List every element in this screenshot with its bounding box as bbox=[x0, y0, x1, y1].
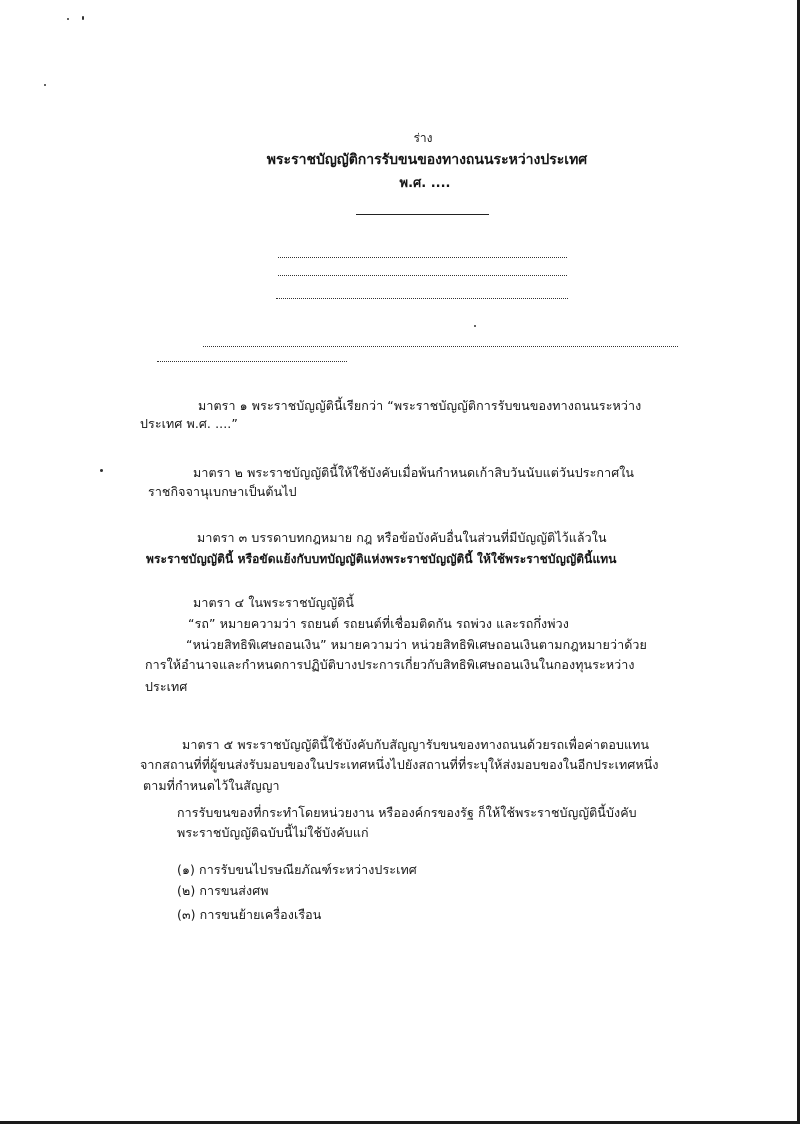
exemption-item-1: (๑) การรับขนไปรษณียภัณฑ์ระหว่างประเทศ bbox=[177, 862, 417, 877]
definition-sdr-line-3: ประเทศ bbox=[145, 679, 188, 694]
scan-speck bbox=[82, 16, 84, 20]
section-5-line-3: ตามที่กำหนดไว้ในสัญญา bbox=[143, 778, 280, 793]
section-5-line-2: จากสถานที่ที่ผู้ขนส่งรับมอบของในประเทศหนึ่งไปยังสถานที่ที่ระบุให้ส่งมอบของในอีกประเทศหนึ่ง bbox=[140, 757, 659, 772]
title-underline bbox=[356, 214, 489, 215]
exemption-item-2: (๒) การขนส่งศพ bbox=[177, 883, 269, 898]
scan-speck bbox=[474, 325, 476, 327]
scan-speck bbox=[100, 469, 103, 472]
definition-sdr-line-1: “หน่วยสิทธิพิเศษถอนเงิน” หมายความว่า หน่วยสิทธิพิเศษถอนเงินตามกฎหมายว่าด้วย bbox=[186, 637, 647, 652]
definition-sdr-line-2: การให้อำนาจและกำหนดการปฏิบัติบางประการเกี่ยวกับสิทธิพิเศษถอนเงินในกองทุนระหว่าง bbox=[145, 657, 635, 672]
scan-speck bbox=[44, 84, 46, 86]
preamble-blank-line bbox=[157, 361, 347, 362]
scan-speck bbox=[67, 18, 69, 20]
section-5-line-1: มาตรา ๕ พระราชบัญญัตินี้ใช้บังคับกับสัญญารับขนของทางถนนด้วยรถเพื่อค่าตอบแทน bbox=[182, 737, 650, 752]
section-3-line-2: พระราชบัญญัตินี้ หรือขัดแย้งกับบทบัญญัติแห่งพระราชบัญญัตินี้ ให้ใช้พระราชบัญญัตินี้แทน bbox=[146, 552, 617, 566]
definition-vehicle: “รถ” หมายความว่า รถยนต์ รถยนต์ที่เชื่อมติดกัน รถพ่วง และรถกึ่งพ่วง bbox=[188, 616, 569, 631]
preamble-blank-line bbox=[276, 298, 568, 299]
section-1-line-2: ประเทศ พ.ศ. ....” bbox=[140, 416, 238, 431]
section-5-line-4: การรับขนของที่กระทำโดยหน่วยงาน หรือองค์กรของรัฐ ก็ให้ใช้พระราชบัญญัตินี้บังคับ bbox=[177, 805, 637, 820]
act-year: พ.ศ. .... bbox=[399, 176, 451, 191]
section-1-line-1: มาตรา ๑ พระราชบัญญัตินี้เรียกว่า “พระราชบัญญัติการรับขนของทางถนนระหว่าง bbox=[198, 398, 642, 413]
act-title: พระราชบัญญัติการรับขนของทางถนนระหว่างประเทศ bbox=[266, 152, 588, 168]
section-2-line-2: ราชกิจจานุเบกษาเป็นต้นไป bbox=[148, 484, 297, 499]
exemption-item-3: (๓) การขนย้ายเครื่องเรือน bbox=[177, 907, 322, 922]
section-3-line-1: มาตรา ๓ บรรดาบทกฎหมาย กฎ หรือข้อบังคับอื่นในส่วนที่มีบัญญัติไว้แล้วใน bbox=[197, 530, 607, 545]
draft-label: ร่าง bbox=[413, 131, 433, 145]
section-2-line-1: มาตรา ๒ พระราชบัญญัตินี้ให้ใช้บังคับเมื่อพ้นกำหนดเก้าสิบวันนับแต่วันประกาศใน bbox=[193, 465, 635, 480]
preamble-blank-line bbox=[278, 275, 567, 276]
section-5-line-5: พระราชบัญญัติฉบับนี้ไม่ใช้บังคับแก่ bbox=[177, 825, 369, 840]
preamble-blank-line bbox=[203, 346, 678, 347]
preamble-blank-line bbox=[278, 257, 567, 258]
section-4-line-1: มาตรา ๔ ในพระราชบัญญัตินี้ bbox=[193, 595, 355, 610]
